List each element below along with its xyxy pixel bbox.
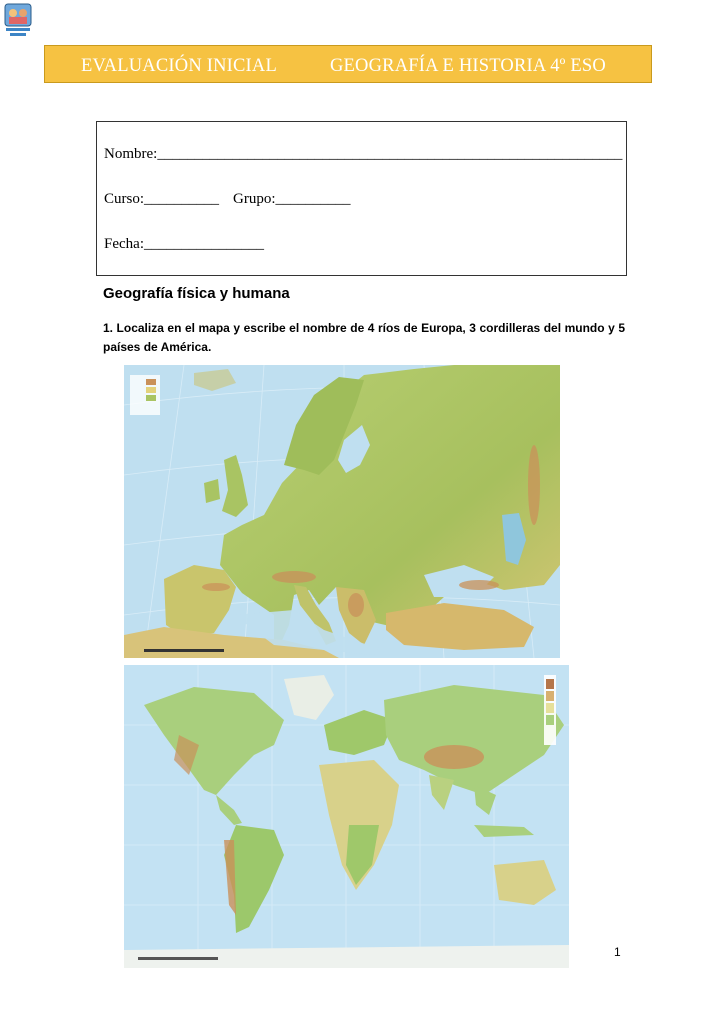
evaluation-title: EVALUACIÓN INICIAL <box>81 56 277 76</box>
question-1: 1. Localiza en el mapa y escribe el nombre de 4 ríos de Europa, 3 cordilleras del mundo y 5 países de América. <box>103 321 625 354</box>
section-title: Geografía física y humana <box>103 285 290 302</box>
student-info-box <box>96 121 627 276</box>
date-field[interactable]: Fecha:________________ <box>104 236 264 252</box>
logo-icon <box>4 3 32 37</box>
group-field[interactable]: Grupo:__________ <box>233 191 351 207</box>
europe-physical-map <box>124 365 560 658</box>
page-number: 1 <box>614 945 621 959</box>
subject-title: GEOGRAFÍA E HISTORIA 4º ESO <box>330 56 606 76</box>
course-field[interactable]: Curso:__________ <box>104 191 220 207</box>
header-banner <box>44 45 652 83</box>
world-physical-map <box>124 665 569 968</box>
course-group-row <box>104 191 351 208</box>
name-field[interactable]: Nombre:______________________________________________________________ <box>104 146 623 162</box>
